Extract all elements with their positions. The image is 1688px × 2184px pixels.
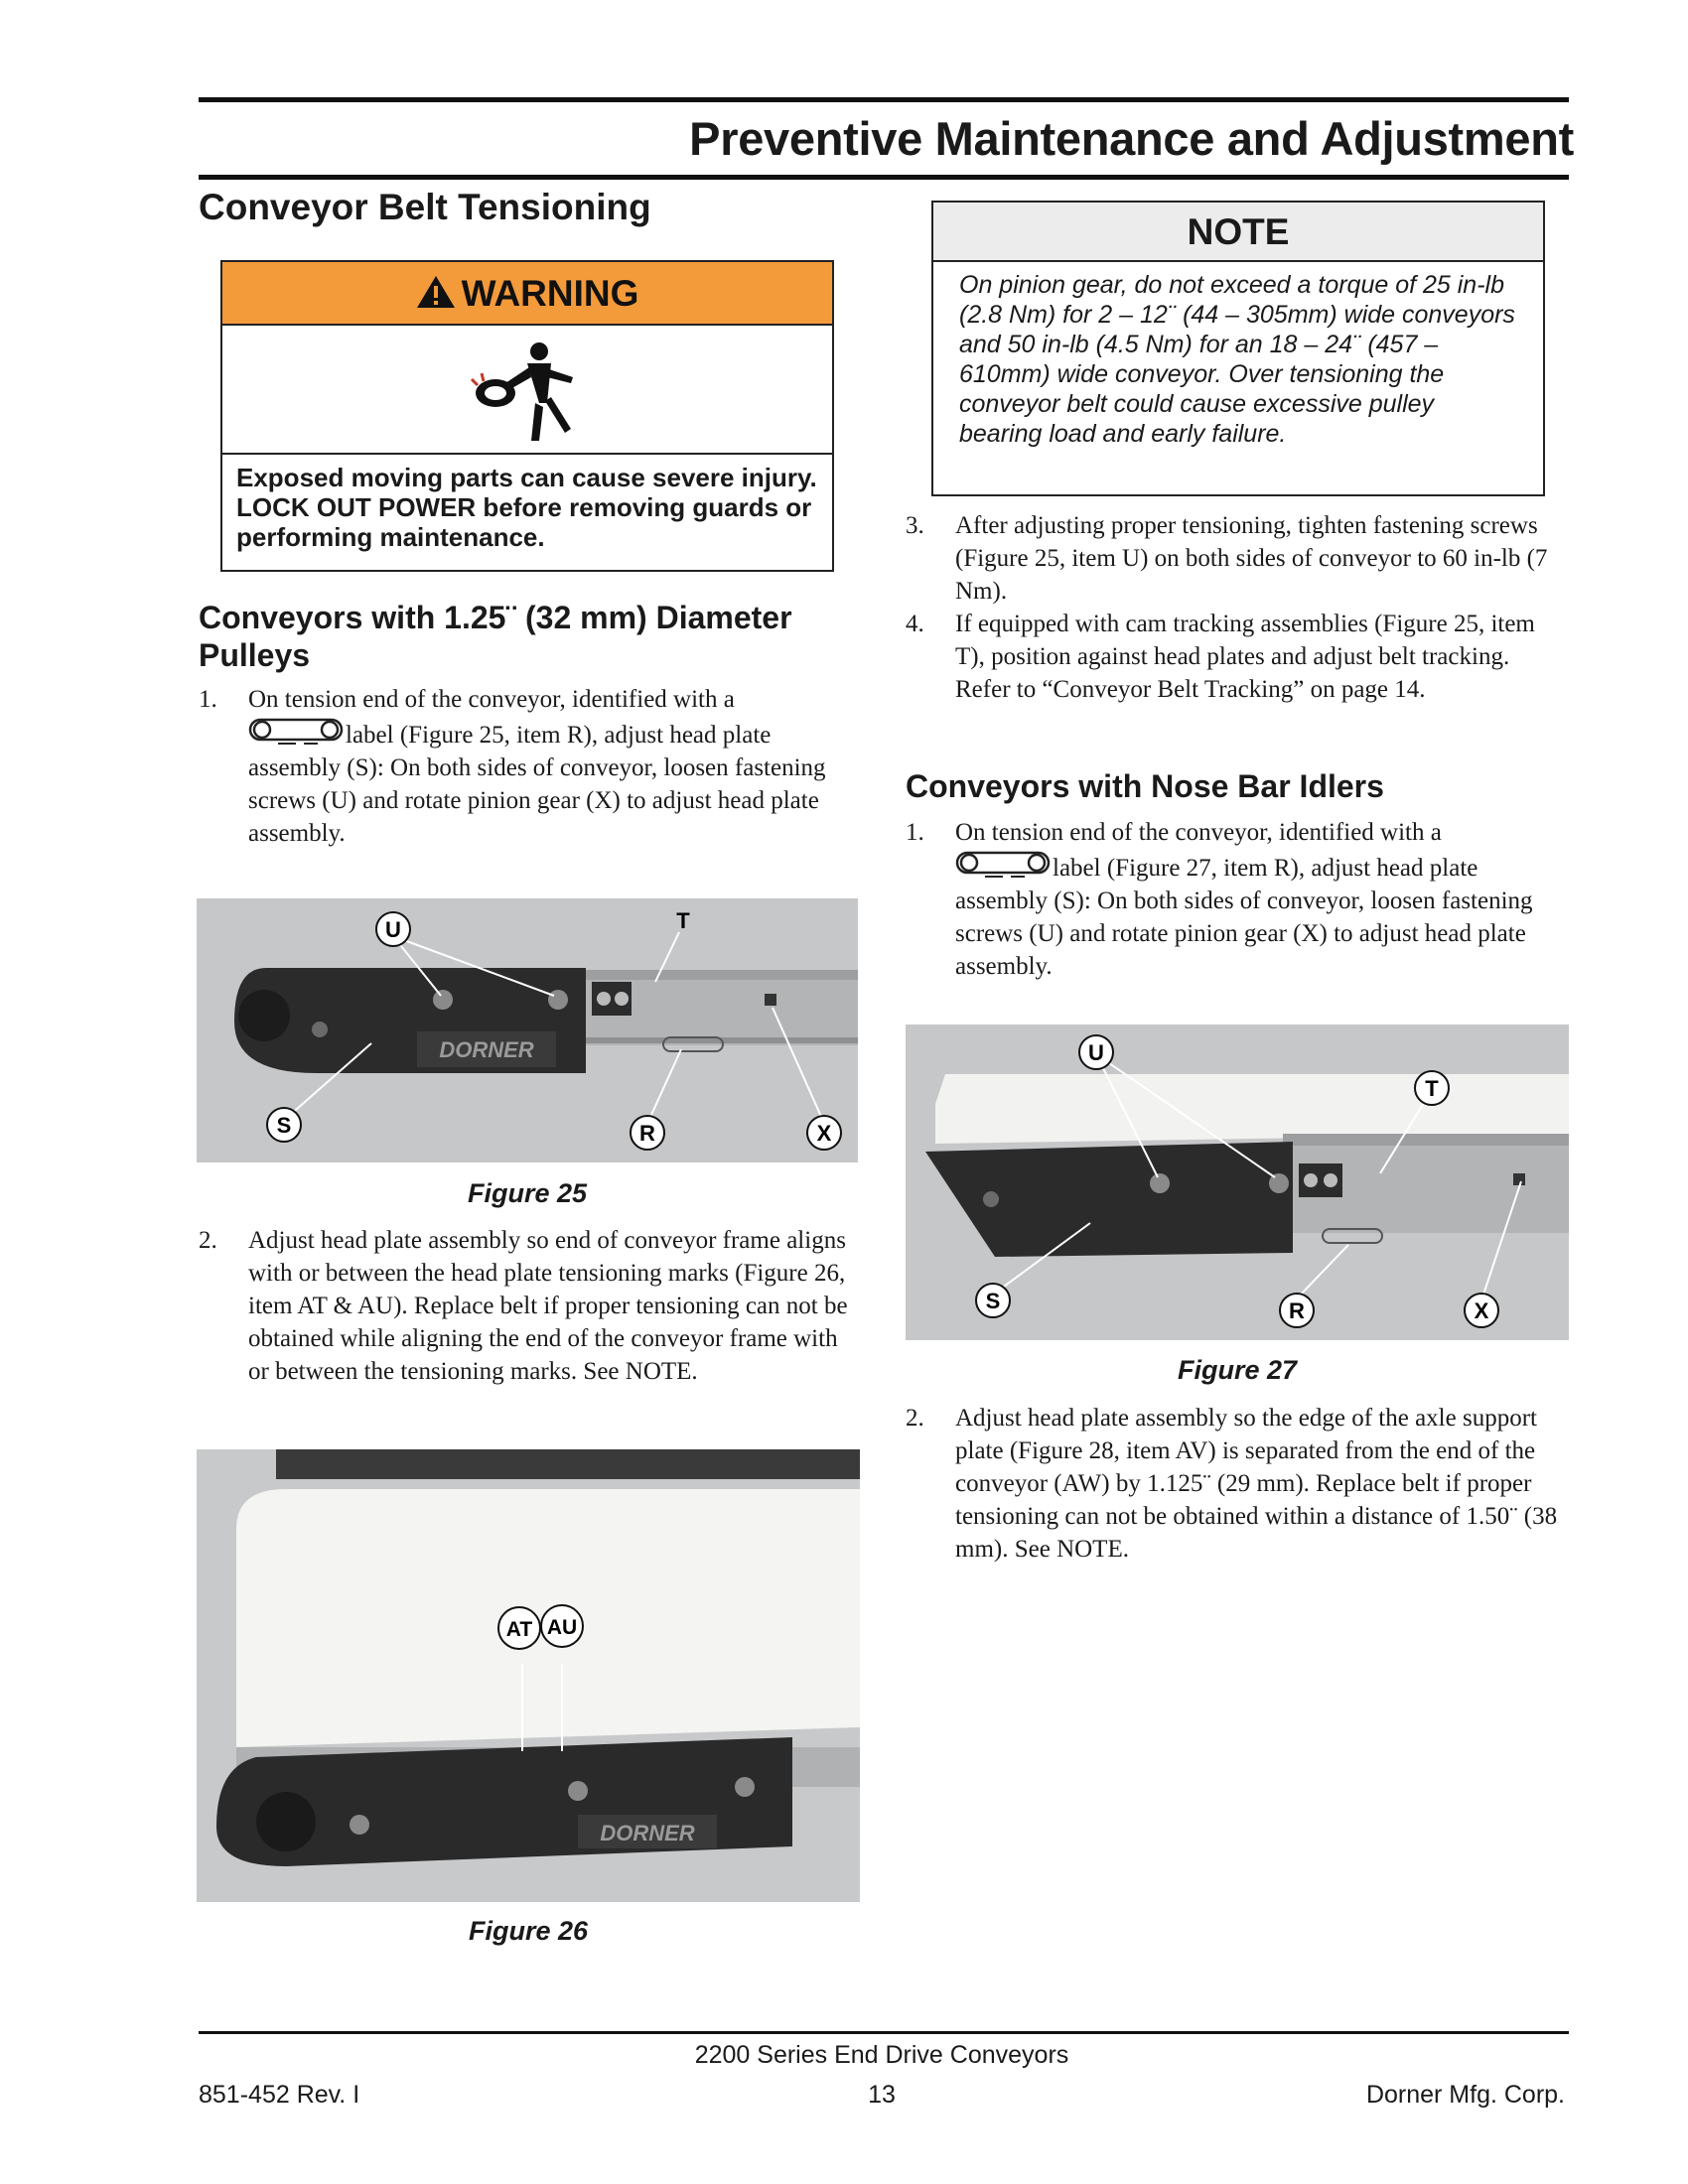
svg-text:R: R [1289,1298,1305,1323]
step-number: 4. [906,611,924,637]
callout-t: T [676,908,690,933]
figure-25-image [197,898,858,1162]
warning-box [220,260,834,572]
note-heading: NOTE [933,203,1543,262]
callout-at [498,1607,540,1649]
svg-text:S: S [276,1113,292,1138]
step-number: 1. [199,686,217,713]
header-top-rule [199,97,1569,102]
footer-doc-number: 851-452 Rev. I [199,2081,360,2109]
figure-27-image [906,1024,1569,1340]
step-1-pulleys [199,683,859,872]
figure-26-image [197,1449,860,1902]
step-number: 2. [199,1227,217,1254]
dorner-logo: DORNER [600,1821,695,1845]
callout-r [1280,1294,1314,1327]
step-text: After adjusting proper tensioning, tighten fastening screws (Figure 25, item U) on both sides of conveyor to 60 in-lb (7 Nm). [955,512,1548,605]
warning-pictogram-area [222,326,832,455]
footer-page-number: 13 [868,2081,896,2109]
callout-u [1079,1035,1113,1069]
callout-r [631,1116,664,1150]
step-text-post: label (Figure 25, item R), adjust head plate assembly (S): On both sides of conveyor, loosen fastening screws (U) and rotate pinion gear (X) to adjust head plate assembly. [248,722,826,847]
tension-label-icon [955,849,1053,879]
step-text-post: label (Figure 27, item R), adjust head plate assembly (S): On both sides of conveyor, loosen fastening screws (U) and rotate pinion gear (X) to adjust head plate assembly. [955,855,1533,980]
step-2-pulleys [199,1224,859,1423]
warning-header [222,262,832,326]
entanglement-hazard-icon [466,338,585,447]
warning-triangle-icon [416,275,456,309]
callout-au [541,1605,583,1647]
svg-text:X: X [1474,1298,1489,1323]
step-3 [906,509,1566,609]
svg-text:S: S [985,1289,1001,1313]
callout-x [807,1116,841,1150]
step-text-pre: On tension end of the conveyor, identified with a [955,819,1442,846]
step-text: Adjust head plate assembly so end of conveyor frame aligns with or between the head plate tensioning marks (Figure 26, item AT & AU). Replace belt if proper tensioning can not be obtained while aligning the end of the conveyor frame with or between the tensioning marks. See NOTE. [248,1227,848,1385]
section-title: Conveyor Belt Tensioning [199,187,651,227]
footer-company: Dorner Mfg. Corp. [1365,2081,1565,2109]
step-2-nose-bar [906,1402,1566,1570]
subsection-title-pulleys: Conveyors with 1.25¨ (32 mm) Diameter Pulleys [199,600,792,673]
callout-s [267,1108,301,1142]
callout-x [1465,1294,1498,1327]
header-bottom-rule [199,175,1569,180]
step-1-nose-bar [906,816,1566,1005]
step-text: Adjust head plate assembly so the edge of the axle support plate (Figure 28, item AV) is separated from the end of the conveyor (AW) by 1.125¨ (29 mm). Replace belt if proper tensioning can not be obtained within a distance of 1.50¨ (38 mm). See NOTE. [955,1405,1558,1563]
warning-heading: WARNING [461,273,639,314]
step-number: 2. [906,1405,924,1432]
step-number: 1. [906,819,924,846]
step-text-pre: On tension end of the conveyor, identified with a [248,686,735,713]
note-text: On pinion gear, do not exceed a torque of 25 in-lb (2.8 Nm) for 2 – 12¨ (44 – 305mm) wide conveyors and 50 in-lb (4.5 Nm) for an 18 – 24¨ (457 – 610mm) wide conveyor. Over tensioning the conveyor belt could cause excessive pulley bearing load and early failure. [959,271,1515,448]
svg-text:R: R [639,1121,655,1146]
page-title: Preventive Maintenance and Adjustment [689,112,1574,165]
subsection-title-nose-bar: Conveyors with Nose Bar Idlers [906,768,1384,804]
tension-label-icon [248,716,346,746]
svg-text:T: T [1425,1076,1439,1101]
svg-text:AU: AU [546,1616,578,1639]
figure-25-caption: Figure 25 [467,1178,588,1208]
svg-text:U: U [1088,1040,1104,1065]
step-4 [906,608,1566,747]
svg-text:AT: AT [505,1618,533,1641]
dorner-logo: DORNER [439,1037,534,1062]
step-number: 3. [906,512,924,539]
svg-text:U: U [385,917,401,942]
note-box [931,201,1545,496]
callout-u [376,912,410,946]
warning-text: Exposed moving parts can cause severe injury. LOCK OUT POWER before removing guards or performing maintenance. [236,463,817,552]
callout-t [1415,1071,1449,1105]
figure-27-caption: Figure 27 [1177,1355,1298,1385]
figure-26-caption: Figure 26 [468,1916,589,1946]
footer-series: 2200 Series End Drive Conveyors [694,2041,1069,2069]
step-text: If equipped with cam tracking assemblies (Figure 25, item T), position against head plates and adjust belt tracking. Refer to “Conveyor Belt Tracking” on page 14. [955,611,1535,703]
callout-s [976,1284,1010,1317]
footer-rule [199,2031,1569,2034]
svg-text:X: X [816,1121,832,1146]
